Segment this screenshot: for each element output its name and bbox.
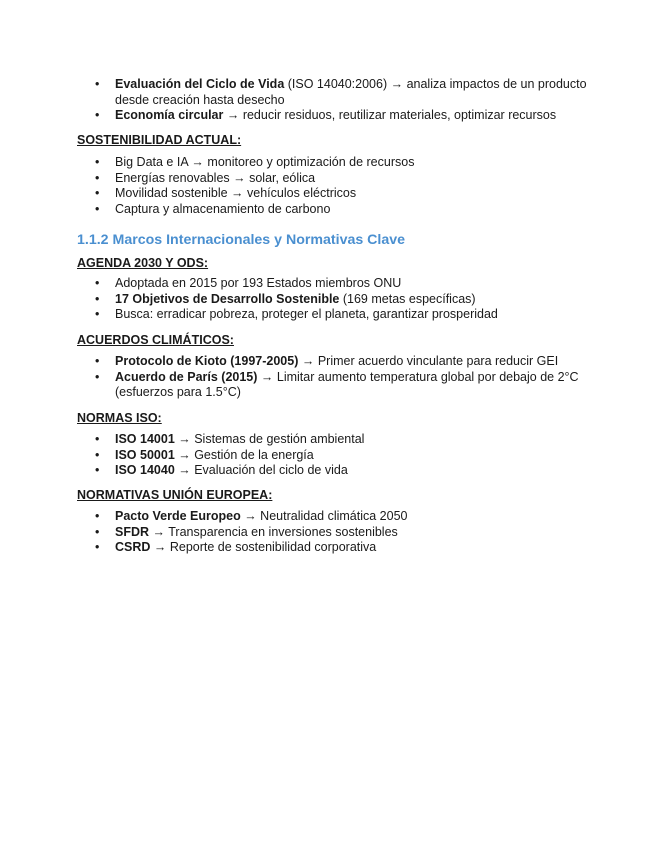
list-item <box>77 77 615 108</box>
list-item <box>77 525 615 541</box>
intro-list <box>0 77 615 124</box>
heading-acuerdos: ACUERDOS CLIMÁTICOS: <box>77 333 234 347</box>
list-item <box>77 509 615 525</box>
item-bold: 17 Objetivos de Desarrollo Sostenible <box>115 291 340 306</box>
ue-list <box>0 509 615 556</box>
item-bold: Economía circular <box>115 108 224 122</box>
list-item: • Big Data e IA → monitoreo y optimización de recursos <box>77 155 615 171</box>
item-text: Busca: erradicar pobreza, proteger el planeta, garantizar prosperidad <box>115 307 498 321</box>
list-item <box>77 354 615 370</box>
list-item: • Movilidad sostenible → vehículos eléctricos <box>77 186 615 202</box>
list-item <box>77 276 615 292</box>
item-bold: ISO 14001 <box>115 432 175 446</box>
item-text: → Limitar aumento temperatura global por debajo de 2°C (esfuerzos para 1.5°C) <box>115 369 579 399</box>
list-item <box>77 370 615 401</box>
item-text: Adoptada en 2015 por 193 Estados miembros ONU <box>115 276 402 290</box>
item-text: → Sistemas de gestión ambiental <box>174 432 365 446</box>
item-text: → Neutralidad climática 2050 <box>240 509 408 523</box>
list-item <box>77 540 615 556</box>
section-title: 1.1.2 Marcos Internacionales y Normativas Clave <box>77 232 406 248</box>
item-text: → Reporte de sostenibilidad corporativa <box>150 540 377 554</box>
iso-list <box>0 432 615 479</box>
item-text: (169 metas específicas) <box>339 291 476 306</box>
item-bold: Acuerdo de París (2015) <box>115 369 258 384</box>
sostenibilidad-list <box>0 155 615 217</box>
item-bold: CSRD <box>115 540 151 554</box>
list-item <box>77 432 615 448</box>
list-item <box>77 292 615 308</box>
item-text: (ISO 14040:2006) → analiza impactos de un producto desde creación hasta desecho <box>115 77 587 107</box>
list-item <box>77 108 615 124</box>
list-item <box>77 448 615 464</box>
list-item: • Captura y almacenamiento de carbono <box>77 202 615 218</box>
heading-iso: NORMAS ISO: <box>77 411 162 425</box>
list-item: • Energías renovables → solar, eólica <box>77 171 615 187</box>
item-text: → Evaluación del ciclo de vida <box>174 463 348 477</box>
item-bold: ISO 50001 <box>115 447 175 462</box>
list-item <box>77 463 615 479</box>
heading-agenda: AGENDA 2030 Y ODS: <box>77 256 209 270</box>
heading-sostenibilidad: SOSTENIBILIDAD ACTUAL: <box>77 133 242 147</box>
item-text: → Gestión de la energía <box>174 447 314 462</box>
list-item <box>77 307 615 323</box>
item-bold: ISO 14040 <box>115 463 175 477</box>
item-bold: Pacto Verde Europeo <box>115 509 241 523</box>
acuerdos-list <box>0 354 615 401</box>
item-text: → reducir residuos, reutilizar materiales, optimizar recursos <box>223 108 557 122</box>
item-bold: SFDR <box>115 524 150 539</box>
item-text: → Transparencia en inversiones sostenibles <box>149 524 398 539</box>
heading-ue: NORMATIVAS UNIÓN EUROPEA: <box>77 488 273 502</box>
item-text: → Primer acuerdo vinculante para reducir GEI <box>298 354 559 368</box>
item-bold: Evaluación del Ciclo de Vida <box>115 77 285 91</box>
agenda-list <box>0 276 615 323</box>
item-bold: Protocolo de Kioto (1997-2005) <box>115 354 299 368</box>
